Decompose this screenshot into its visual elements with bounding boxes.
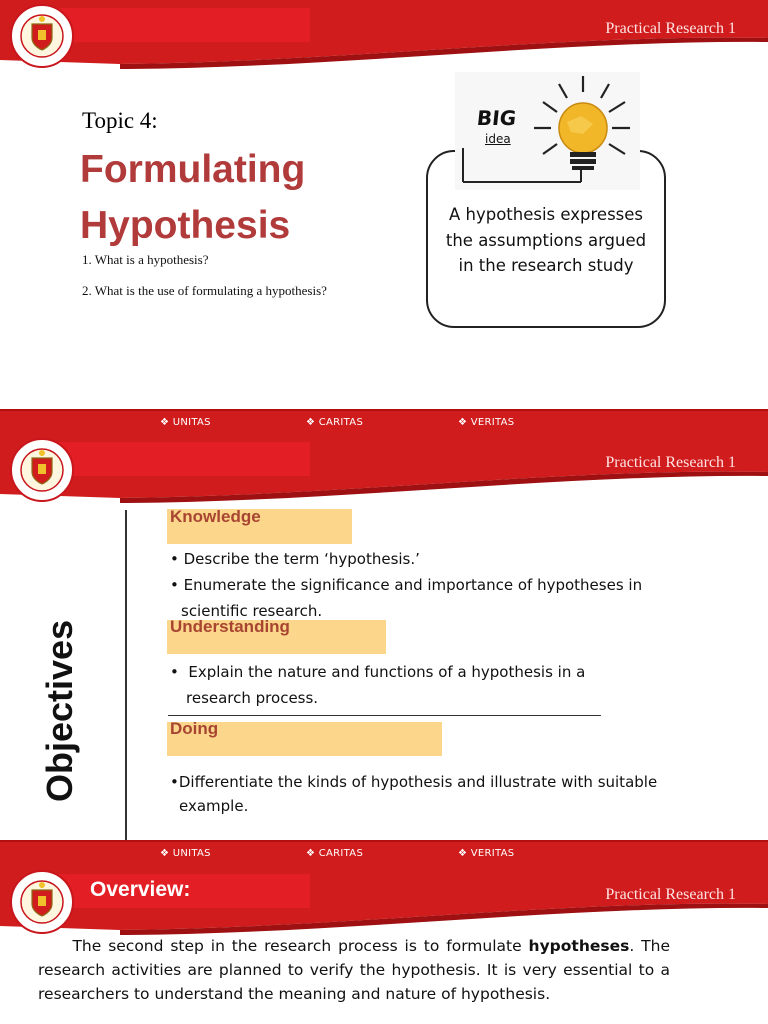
slide3-header	[0, 866, 768, 938]
understanding-bullet-1-cont: research process.	[186, 689, 319, 707]
school-seal-logo	[10, 438, 74, 502]
big-idea-line-3: in the research study	[458, 256, 634, 275]
overview-heading: Overview:	[90, 878, 191, 901]
big-idea-line-1: A hypothesis expresses	[448, 205, 644, 224]
knowledge-label: Knowledge	[170, 507, 261, 526]
question-1: 1. What is a hypothesis?	[82, 252, 209, 267]
big-idea-statement	[430, 202, 662, 279]
school-seal-logo	[10, 4, 74, 68]
overview-paragraph: The second step in the research process is to formulate hypotheses. The research activities are planned to verify the hypothesis. It is very essential to a researchers to understand the meaning and nature of hypothesis.	[38, 937, 671, 1003]
slide2-footer	[0, 840, 768, 869]
footer-value-1: ❖ UNITAS	[160, 848, 211, 859]
topic-title	[80, 142, 410, 254]
knowledge-bullet-1: • Describe the term ‘hypothesis.’	[170, 550, 420, 568]
understanding-label: Understanding	[170, 617, 290, 636]
course-title: Practical Research 1	[605, 454, 736, 471]
title-line-1: Formulating	[80, 148, 306, 191]
knowledge-bullet-2: • Enumerate the significance and importance of hypotheses in	[170, 576, 643, 594]
slide2-header	[0, 434, 768, 506]
doing-bullet-1-cont: example.	[179, 797, 249, 815]
footer-value-2: ❖ CARITAS	[306, 417, 364, 428]
footer-value-3: ❖ VERITAS	[458, 417, 515, 428]
footer-value-1: ❖ UNITAS	[160, 417, 211, 428]
section-divider	[168, 715, 601, 716]
footer-value-2: ❖ CARITAS	[306, 848, 364, 859]
slide1-header	[0, 0, 768, 72]
big-idea-lightbulb-image	[455, 72, 640, 190]
objectives-label-text: Objectives	[39, 619, 80, 802]
objectives-divider	[125, 510, 127, 842]
knowledge-bullet-2-cont: scientific research.	[181, 602, 323, 620]
course-title: Practical Research 1	[605, 20, 736, 37]
big-idea-big-text: BIG	[475, 106, 518, 130]
school-seal-logo	[10, 870, 74, 934]
doing-bullet-1: •Differentiate the kinds of hypothesis and illustrate with suitable	[170, 773, 658, 791]
footer-value-3: ❖ VERITAS	[458, 848, 515, 859]
big-idea-line-2: the assumptions argued	[445, 230, 647, 250]
objectives-label	[22, 612, 92, 802]
topic-number: Topic 4:	[82, 108, 158, 133]
course-title: Practical Research 1	[605, 886, 736, 903]
question-2: 2. What is the use of formulating a hypothesis?	[82, 283, 327, 298]
understanding-bullet-1: • Explain the nature and functions of a hypothesis in a	[170, 663, 586, 681]
title-line-2: Hypothesis	[80, 204, 291, 247]
big-idea-idea-text: idea	[485, 132, 511, 146]
doing-label: Doing	[170, 719, 219, 738]
